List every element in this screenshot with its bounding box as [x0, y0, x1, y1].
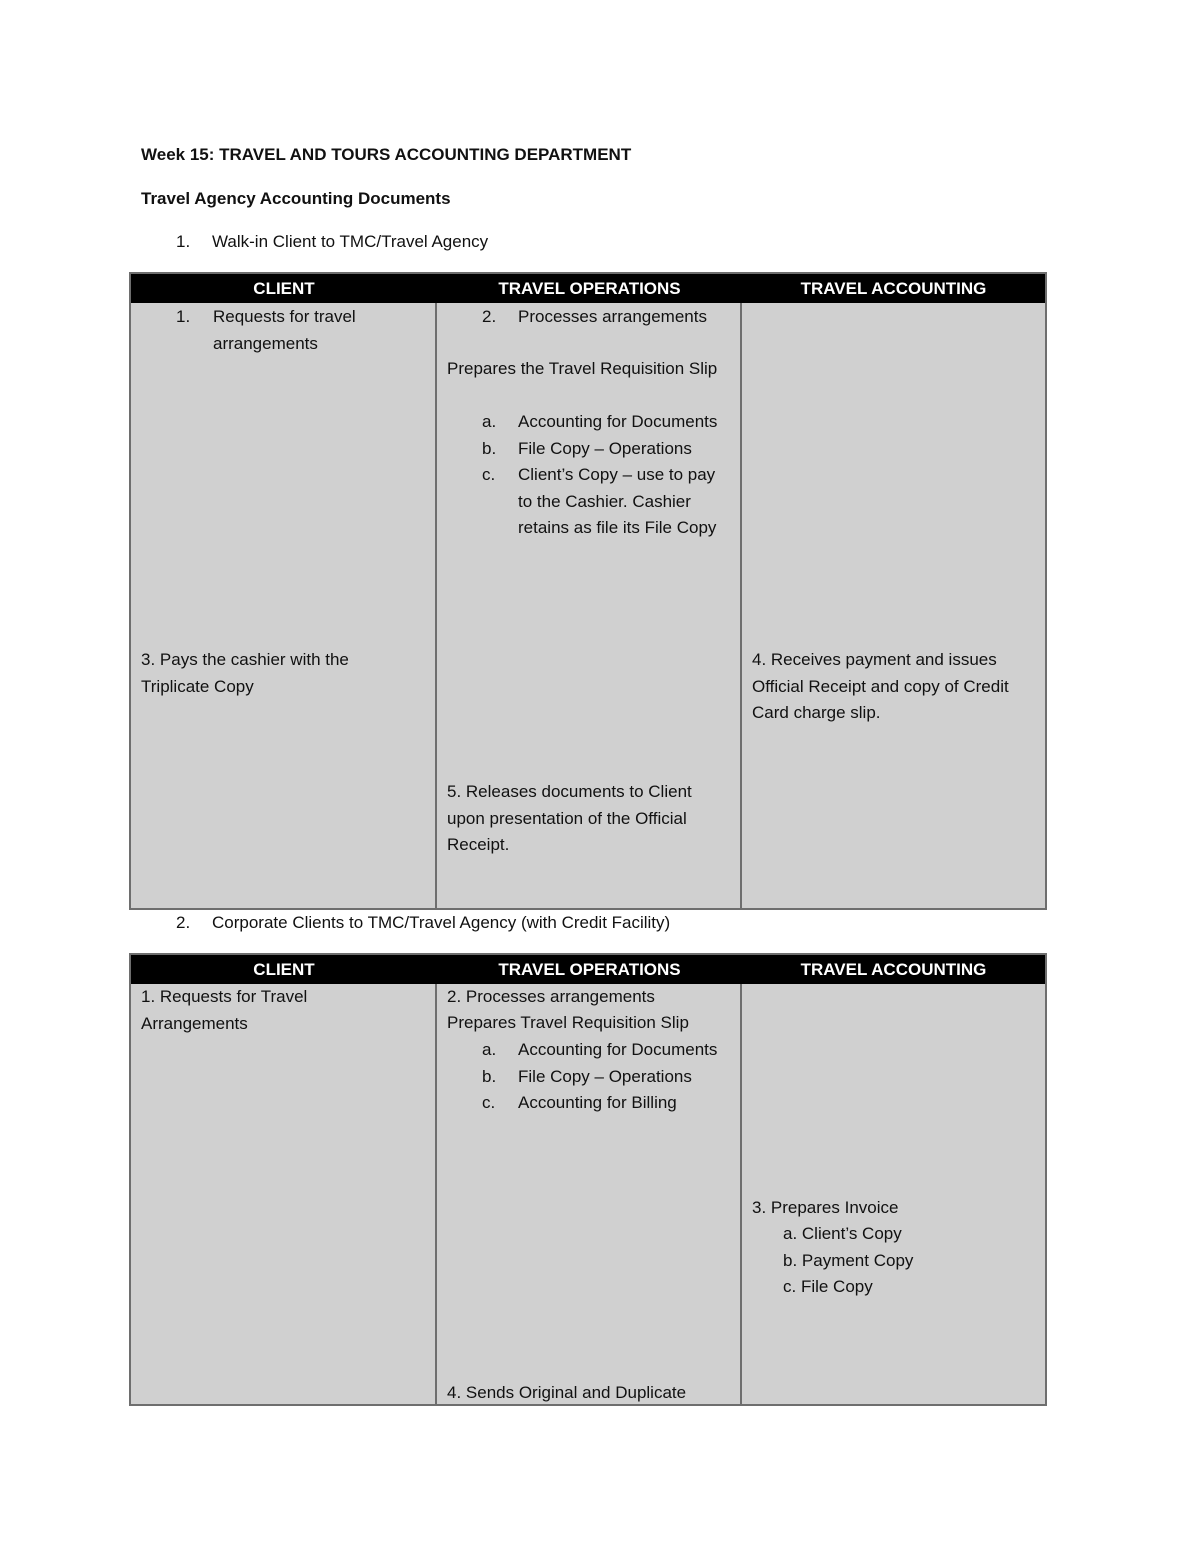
- flow1-ops-item-c-text: Client’s Copy – use to pay to the Cashier. Cashier retains as file its File Copy: [518, 465, 717, 537]
- flow1-ops-item-c-marker: c.: [482, 465, 496, 484]
- flow2-table-header: [131, 955, 1045, 984]
- flow2-ops-item-a-text: Accounting for Documents: [518, 1040, 718, 1059]
- flow2-acct-item-b: b. Payment Copy: [783, 1250, 914, 1270]
- flow2-client-column: [131, 984, 437, 1404]
- flow1-heading: [176, 232, 488, 252]
- flow2-acct-item-a: a. Client’s Copy: [783, 1224, 902, 1243]
- flow1-client-column: [131, 303, 437, 908]
- flow1-ops-item-b-text: File Copy – Operations: [518, 438, 692, 458]
- flow1-client-step1-text: Requests for travel arrangements: [213, 307, 356, 353]
- flow1-ops-item-a: [482, 409, 730, 436]
- flow1-heading-text: Walk-in Client to TMC/Travel Agency: [212, 232, 489, 251]
- section-title: Travel Agency Accounting Documents: [141, 189, 451, 208]
- flow1-ops-prepares: Prepares the Travel Requisition Slip: [447, 359, 718, 378]
- flow2-ops-step4: 4. Sends Original and Duplicate: [447, 1383, 687, 1402]
- flow1-table-header: [131, 274, 1045, 303]
- flow2-ops-item-c-marker: c.: [482, 1093, 496, 1112]
- flow1-ops-step5: 5. Releases documents to Client upon presentation of the Official Receipt.: [447, 782, 692, 854]
- flow2-ops-item-b-text: File Copy – Operations: [518, 1066, 692, 1086]
- flow2-ops-items: [482, 1037, 730, 1117]
- flow2-ops-prepares: Prepares Travel Requisition Slip: [447, 1013, 689, 1032]
- flow1-accounting-column: [742, 303, 1045, 908]
- flow2-ops-item-b-marker: b.: [482, 1066, 497, 1086]
- header-accounting: TRAVEL ACCOUNTING: [800, 278, 987, 298]
- flow1-ops-item-c: [482, 462, 730, 542]
- header-client: CLIENT: [253, 959, 315, 979]
- flow1-acct-step4: 4. Receives payment and issues Official Receipt and copy of Credit Card charge slip.: [752, 650, 1009, 722]
- flow2-ops-item-c: [482, 1090, 730, 1117]
- flow2-table: [129, 953, 1047, 1406]
- flow2-ops-item-a-marker: a.: [482, 1040, 497, 1059]
- flow2-heading-text: Corporate Clients to TMC/Travel Agency (with Credit Facility): [212, 913, 671, 932]
- flow1-operations-column: [437, 303, 742, 908]
- flow1-table-body: [131, 303, 1045, 908]
- flow2-ops-step2: 2. Processes arrangements: [447, 987, 655, 1006]
- flow2-acct-item-c: c. File Copy: [783, 1277, 873, 1296]
- flow1-ops-item-a-text: Accounting for Documents: [518, 412, 718, 431]
- flow2-table-body: [131, 984, 1045, 1404]
- header-accounting: TRAVEL ACCOUNTING: [800, 959, 987, 979]
- flow2-accounting-column: [742, 984, 1045, 1404]
- header-operations: TRAVEL OPERATIONS: [498, 278, 681, 298]
- flow1-ops-step2: [482, 304, 730, 331]
- flow1-ops-step2-text: Processes arrangements: [518, 307, 707, 326]
- flow2-operations-column: [437, 984, 742, 1404]
- header-operations: TRAVEL OPERATIONS: [498, 959, 681, 979]
- page-title: Week 15: TRAVEL AND TOURS ACCOUNTING DEPARTMENT: [141, 145, 632, 164]
- flow1-table: [129, 272, 1047, 910]
- flow1-client-step1: [176, 304, 366, 357]
- flow1-ops-items: [482, 409, 730, 542]
- flow2-acct-items: [783, 1221, 1035, 1301]
- flow2-client-step1: 1. Requests for Travel Arrangements: [141, 987, 308, 1033]
- flow1-client-step3: 3. Pays the cashier with the Triplicate Copy: [141, 650, 349, 696]
- flow2-ops-item-a: [482, 1037, 730, 1064]
- flow2-ops-item-c-text: Accounting for Billing: [518, 1093, 677, 1112]
- header-client: CLIENT: [253, 278, 315, 298]
- flow2-heading: [176, 913, 670, 933]
- flow2-acct-step3: 3. Prepares Invoice: [752, 1198, 899, 1217]
- flow1-client-step1-number: 1.: [176, 307, 191, 326]
- flow1-ops-item-b-marker: b.: [482, 438, 497, 458]
- flow1-ops-step2-number: 2.: [482, 307, 497, 326]
- flow1-ops-item-a-marker: a.: [482, 412, 497, 431]
- flow2-ops-item-b: [482, 1064, 730, 1091]
- flow1-number: 1.: [176, 232, 191, 251]
- flow1-ops-item-b: [482, 436, 730, 463]
- flow2-number: 2.: [176, 913, 191, 932]
